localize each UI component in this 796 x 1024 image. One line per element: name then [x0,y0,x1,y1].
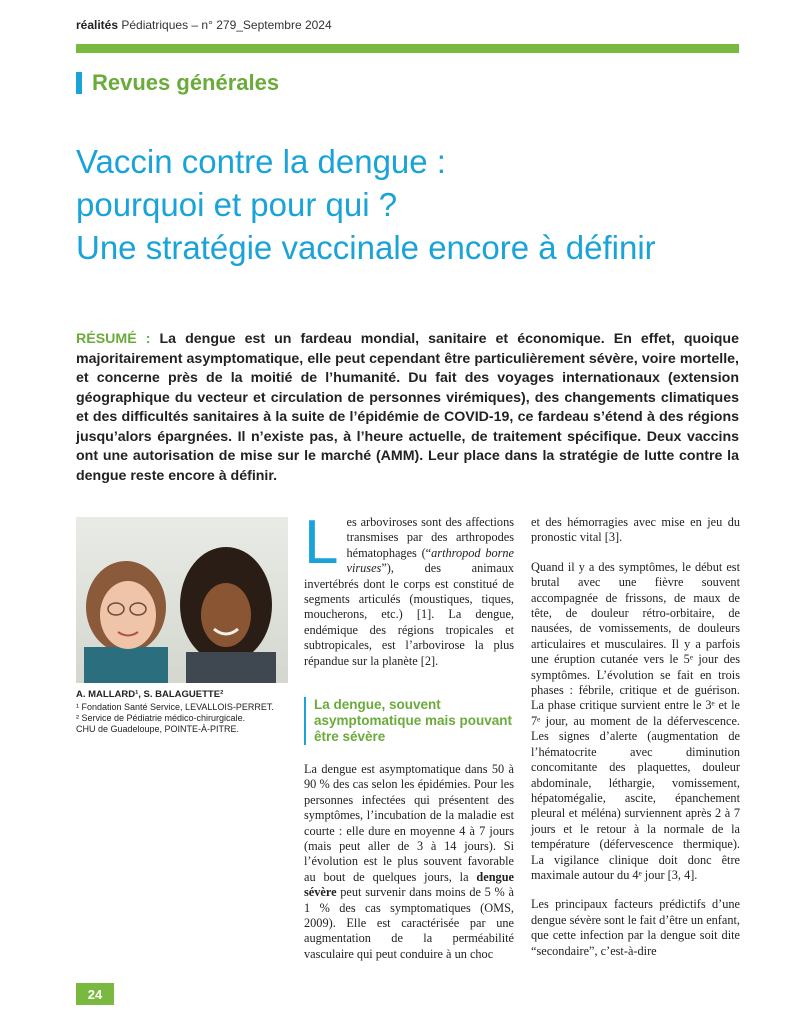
subheading [304,697,512,745]
body-paragraph: Quand il y a des symptômes, le début est brutal avec une fièvre souvent accompagnée de frissons, de maux de tête, de douleur rétro-orbitaire, de nausées, de vomissements, de douleurs articulaires et musculaires. Il y a parfois une éruption cutanée vers le 5ᵉ jour des symptômes. L’évolution se fait en trois phases : fébrile, critique et de guérison. La phase critique survient entre le 3ᵉ et le 7ᵉ jour, au moment de la défervescence. Les signes d’alerte (augmentation de l’hématocrite avec diminution concomitante des plaquettes, douleur abdominale, léthargie, vomissement, hépatomégalie, ascite, épanchement pleural et méléna) surviennent après 2 à 7 jours et le retour à la normale de la température (défervescence thermique). La vigilance clinique doit donc être maximale autour du 4ᵉ jour [3, 4]. [531,559,740,882]
subheading-text: La dengue, souvent asymptomatique mais pouvant être sévère [313,697,513,744]
body-paragraph: Les principaux facteurs prédictifs d’une dengue sévère sont le fait d’être un enfant, que cette infection par la dengue soit dite “secondaire”, c’est-à-dire [531,897,740,958]
author-names: A. MALLARD¹, S. BALAGUETTE² [76,689,224,700]
affiliation-1: ¹ Fondation Santé Service, LEVALLOIS-PERRET. [76,702,274,712]
subheading-marker [304,697,306,745]
abstract-text: La dengue est un fardeau mondial, sanitaire et économique. En effet, quoique majoritairement asymptomatique, elle peut cependant être particulièrement sévère, voire mortelle, et concerne près de la moitié de l’humanité. Du fait des voyages internationaux (extension géographique du vecteur et circulation de personnes virémiques), des changements climatiques et des difficultés sanitaires à la suite de l’épidémie de COVID-19, ce fardeau s’étend à des régions jusqu’alors épargnées. Il n’existe pas, à l’heure actuelle, de traitement spécifique. Deux vaccins ont une autorisation de mise sur le marché (AMM). Leur place dans la stratégie de lutte contre la dengue reste encore à définir. [76,331,739,484]
abstract-label: RÉSUMÉ : [76,331,151,347]
bold-term: dengue sévère [304,869,514,900]
intro-paragraph: Les arboviroses sont des affections transmises par des arthropodes hématophages (“arthropod borne viruses”), des animaux invertébrés dont le corps est constitué de segments articulés (moustiques, tiques, moucherons, etc.) [1]. La dengue, endémique des régions tropicales et subtropicales, est l’arbovirose la plus répandue sur la planète [2]. [304,508,515,668]
authors-photo-image [76,517,288,683]
column-1-top [304,508,515,683]
authors-photo [76,517,288,683]
article-title [76,140,756,269]
title-line-3: Une stratégie vaccinale encore à définir [76,229,656,266]
journal-header [76,18,332,32]
section-marker [76,72,82,94]
journal-name: réalités [76,18,119,32]
column-1-bottom [304,762,514,976]
issue-info: Pédiatriques – n° 279_Septembre 2024 [118,18,332,32]
latin-term: arthropod borne viruses [346,545,515,576]
affiliation-3: CHU de Guadeloupe, POINTE-À-PITRE. [76,724,240,734]
column-2 [531,515,740,973]
body-paragraph: La dengue est asymptomatique dans 50 à 90 % des cas selon les épidémies. Pour les personnes infectées qui présentent des symptômes, l’incubation de la maladie est courte : elle dure en moyenne 4 à 7 jours (mais peut aller de 3 à 14 jours). Si l’évolution est le plus souvent favorable au bout de quelques jours, la dengue sévère peut survenir dans moins de 5 % à 1 % des cas symptomatiques (OMS, 2009). Elle est caractérisée par une augmentation de la perméabilité vasculaire qui peut conduire à un choc [304,762,514,961]
title-line-1: Vaccin contre la dengue : [76,143,446,180]
section-label [76,70,279,96]
drop-cap: L [304,508,339,577]
abstract [76,330,739,486]
section-title: Revues générales [92,70,280,95]
author-block [76,689,291,735]
affiliation-2: ² Service de Pédiatrie médico-chirurgicale. [76,713,246,723]
body-paragraph: et des hémorragies avec mise en jeu du pronostic vital [3]. [531,515,740,545]
header-rule [76,44,739,53]
title-line-2: pourquoi et pour qui ? [76,186,398,223]
page-number: 24 [76,983,114,1005]
